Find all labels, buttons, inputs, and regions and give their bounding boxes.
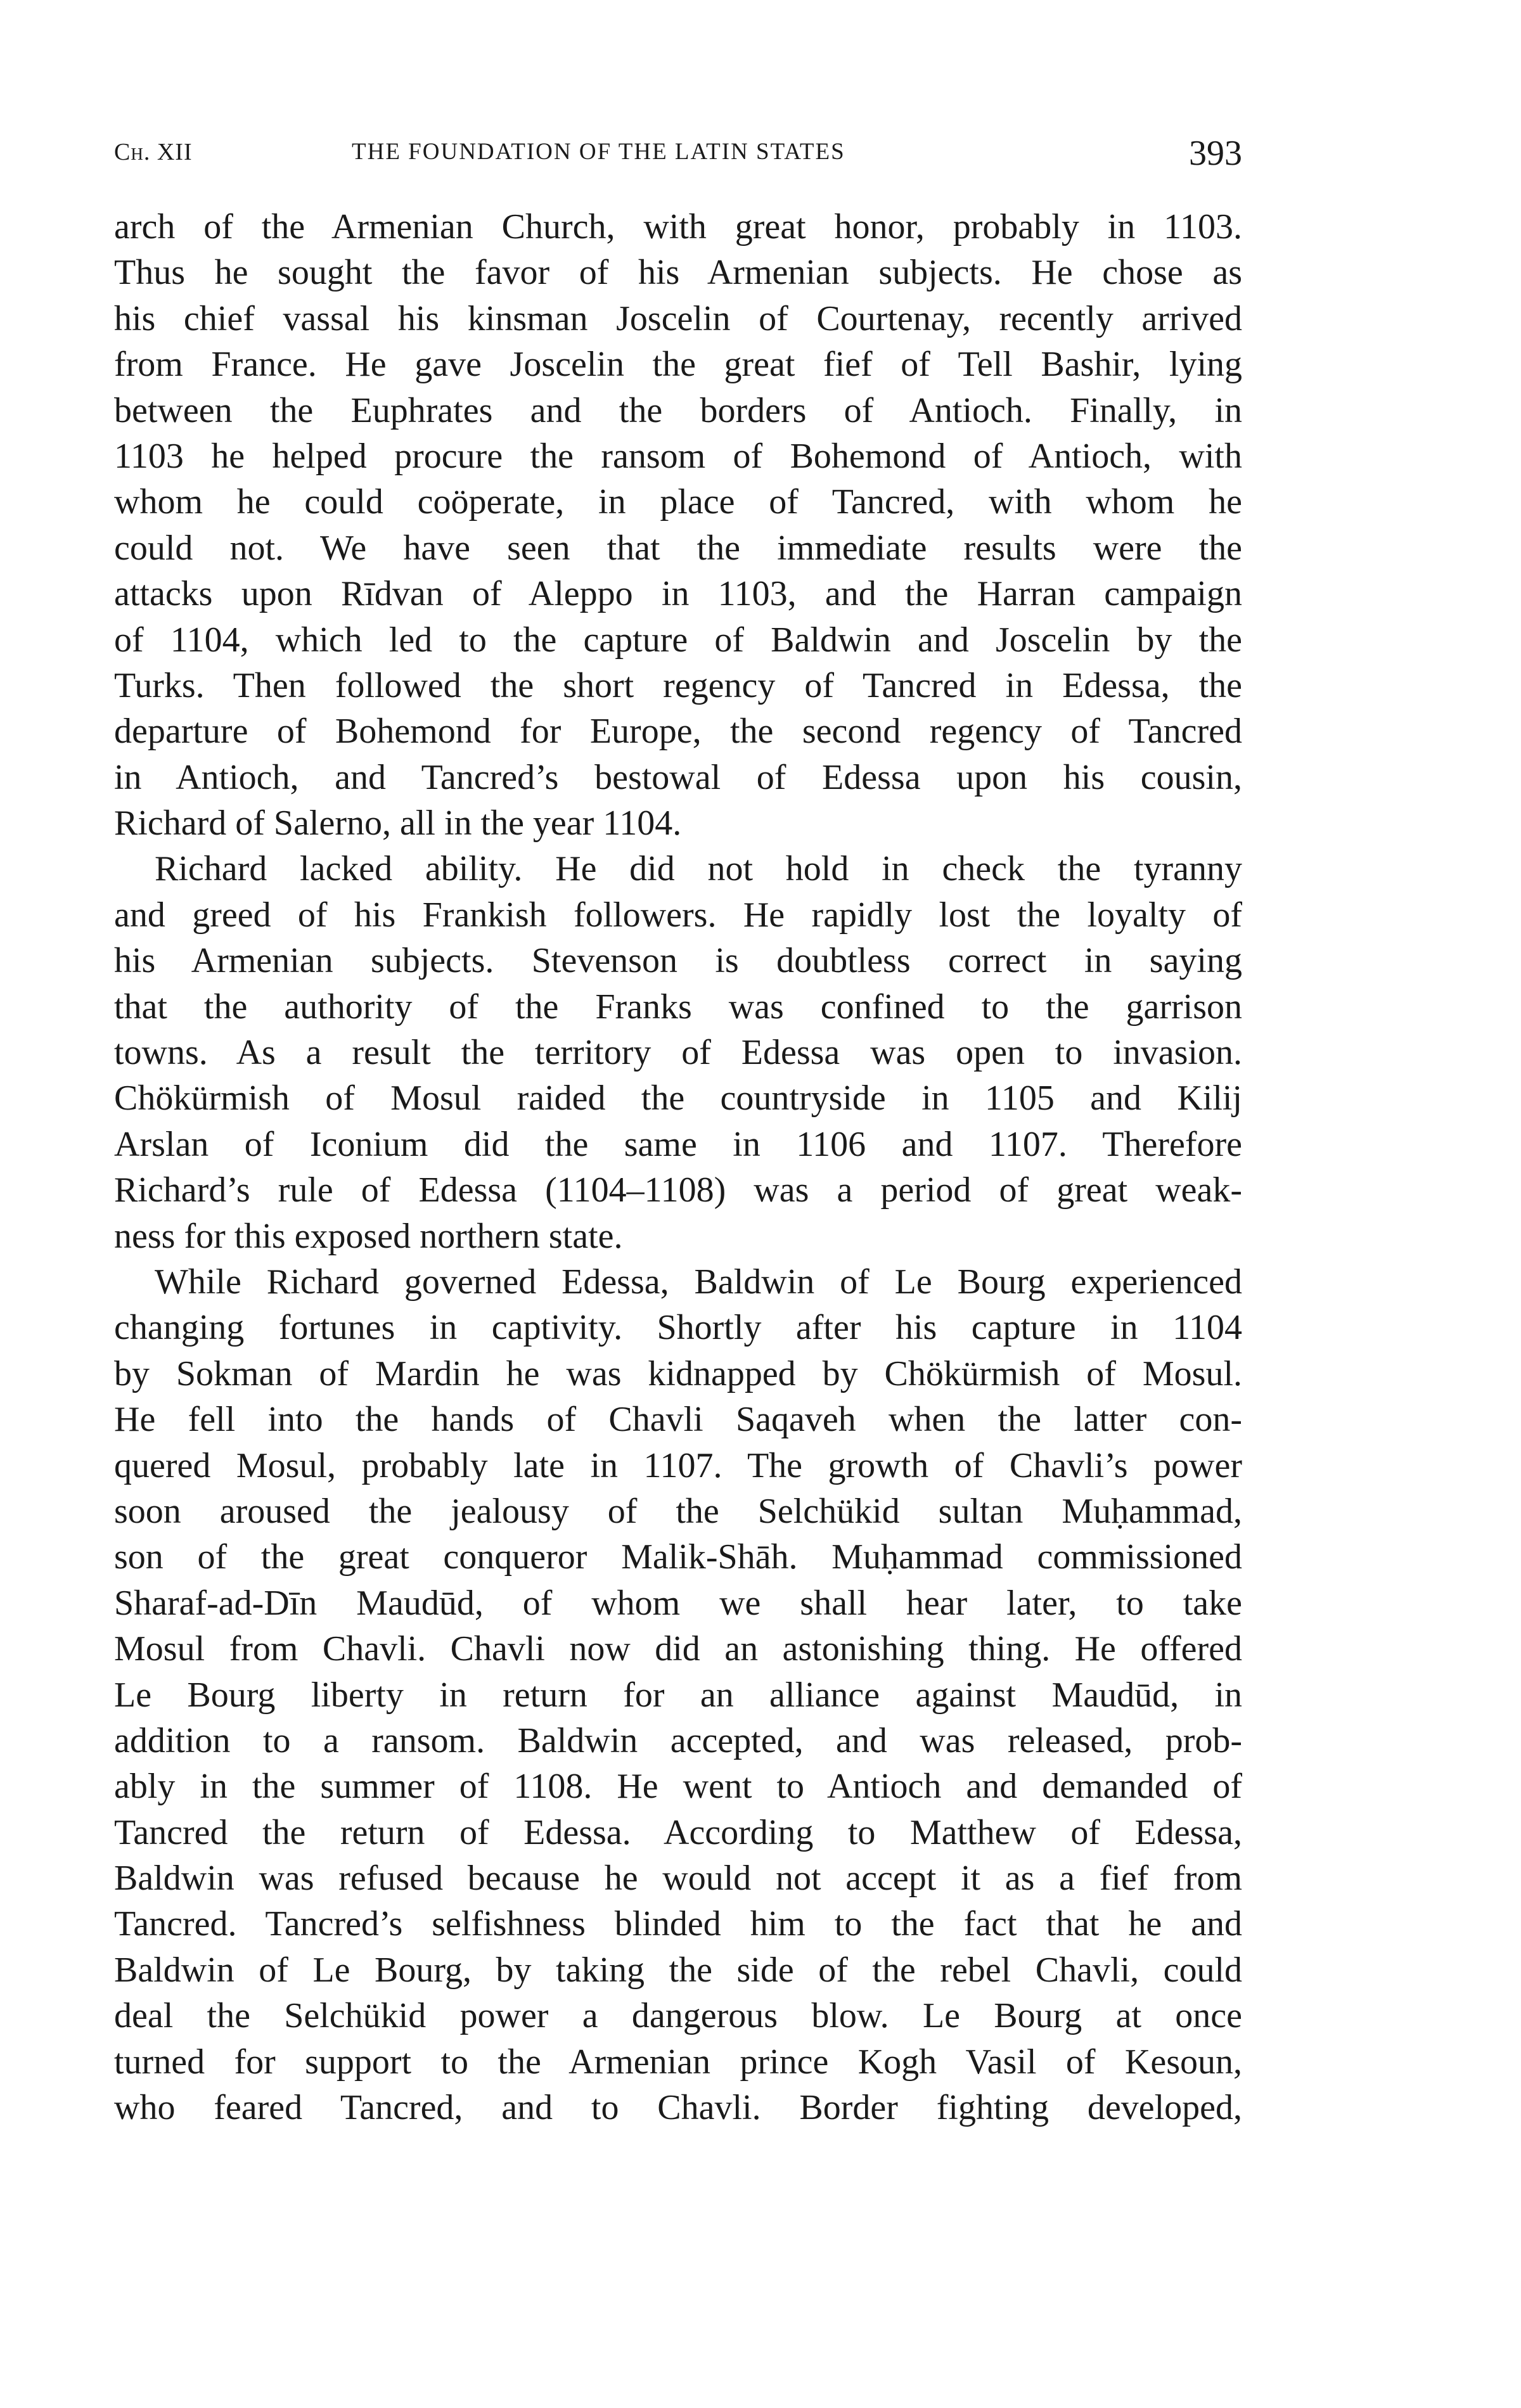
- text-line: from France. He gave Joscelin the great fief of Tell Bashir, lying: [114, 345, 1242, 385]
- text-line: Tancred the return of Edessa. According to Matthew of Edessa,: [114, 1812, 1242, 1852]
- text-line: Chökürmish of Mosul raided the countryside in 1105 and Kilij: [114, 1079, 1242, 1118]
- text-line: attacks upon Rīdvan of Aleppo in 1103, and the Harran campaign: [114, 574, 1242, 614]
- text-line: whom he could coöperate, in place of Tancred, with whom he: [114, 482, 1242, 522]
- text-line: 1103 he helped procure the ransom of Bohemond of Antioch, with: [114, 436, 1242, 476]
- text-line: quered Mosul, probably late in 1107. The growth of Chavli’s power: [114, 1445, 1242, 1485]
- paragraph-start-line: While Richard governed Edessa, Baldwin of Le Bourg experienced: [155, 1262, 1242, 1302]
- body-text: [114, 204, 1242, 2130]
- text-line: Richard’s rule of Edessa (1104–1108) was a period of great weak-: [114, 1170, 1242, 1210]
- running-title: THE FOUNDATION OF THE LATIN STATES: [352, 139, 845, 165]
- paragraph-end-line: ness for this exposed northern state.: [114, 1216, 623, 1256]
- running-head: [114, 133, 1242, 177]
- text-line: in Antioch, and Tancred’s bestowal of Edessa upon his cousin,: [114, 757, 1242, 797]
- text-line: changing fortunes in captivity. Shortly after his capture in 1104: [114, 1308, 1242, 1348]
- text-line: deal the Selchükid power a dangerous blow. Le Bourg at once: [114, 1996, 1242, 2036]
- paragraph-end-line: Richard of Salerno, all in the year 1104.: [114, 804, 682, 843]
- text-line: arch of the Armenian Church, with great honor, probably in 1103.: [114, 207, 1242, 247]
- text-line: Le Bourg liberty in return for an alliance against Maudūd, in: [114, 1675, 1242, 1715]
- page-number: 393: [1189, 134, 1242, 173]
- text-line: Arslan of Iconium did the same in 1106 and 1107. Therefore: [114, 1124, 1242, 1164]
- text-line: Baldwin of Le Bourg, by taking the side of the rebel Chavli, could: [114, 1950, 1242, 1990]
- text-line: who feared Tancred, and to Chavli. Border fighting developed,: [114, 2088, 1242, 2128]
- text-line: ably in the summer of 1108. He went to Antioch and demanded of: [114, 1767, 1242, 1807]
- text-line: departure of Bohemond for Europe, the second regency of Tancred: [114, 712, 1242, 752]
- text-line: his chief vassal his kinsman Joscelin of Courtenay, recently arrived: [114, 298, 1242, 338]
- text-line: Mosul from Chavli. Chavli now did an astonishing thing. He offered: [114, 1629, 1242, 1669]
- text-line: between the Euphrates and the borders of Antioch. Finally, in: [114, 390, 1242, 430]
- text-line: and greed of his Frankish followers. He rapidly lost the loyalty of: [114, 895, 1242, 935]
- text-line: by Sokman of Mardin he was kidnapped by Chökürmish of Mosul.: [114, 1354, 1242, 1393]
- text-line: addition to a ransom. Baldwin accepted, and was released, prob-: [114, 1720, 1242, 1760]
- text-line: soon aroused the jealousy of the Selchükid sultan Muḥammad,: [114, 1491, 1242, 1531]
- text-line: towns. As a result the territory of Edessa was open to invasion.: [114, 1033, 1242, 1073]
- paragraph-start-line: Richard lacked ability. He did not hold in check the tyranny: [155, 849, 1242, 889]
- text-line: Baldwin was refused because he would not accept it as a fief from: [114, 1859, 1242, 1899]
- text-line: Thus he sought the favor of his Armenian subjects. He chose as: [114, 253, 1242, 293]
- text-line: his Armenian subjects. Stevenson is doubtless correct in saying: [114, 941, 1242, 981]
- chapter-label: Ch. XII: [114, 139, 193, 165]
- text-line: son of the great conqueror Malik-Shāh. Muḥammad commissioned: [114, 1537, 1242, 1577]
- text-line: Tancred. Tancred’s selfishness blinded him to the fact that he and: [114, 1904, 1242, 1944]
- text-line: Sharaf-ad-Dīn Maudūd, of whom we shall hear later, to take: [114, 1583, 1242, 1623]
- text-line: turned for support to the Armenian prince Kogh Vasil of Kesoun,: [114, 2042, 1242, 2082]
- text-line: He fell into the hands of Chavli Saqaveh when the latter con-: [114, 1400, 1242, 1440]
- text-line: Turks. Then followed the short regency of Tancred in Edessa, the: [114, 665, 1242, 705]
- text-line: of 1104, which led to the capture of Baldwin and Joscelin by the: [114, 620, 1242, 660]
- text-line: could not. We have seen that the immediate results were the: [114, 528, 1242, 568]
- text-line: that the authority of the Franks was confined to the garrison: [114, 987, 1242, 1027]
